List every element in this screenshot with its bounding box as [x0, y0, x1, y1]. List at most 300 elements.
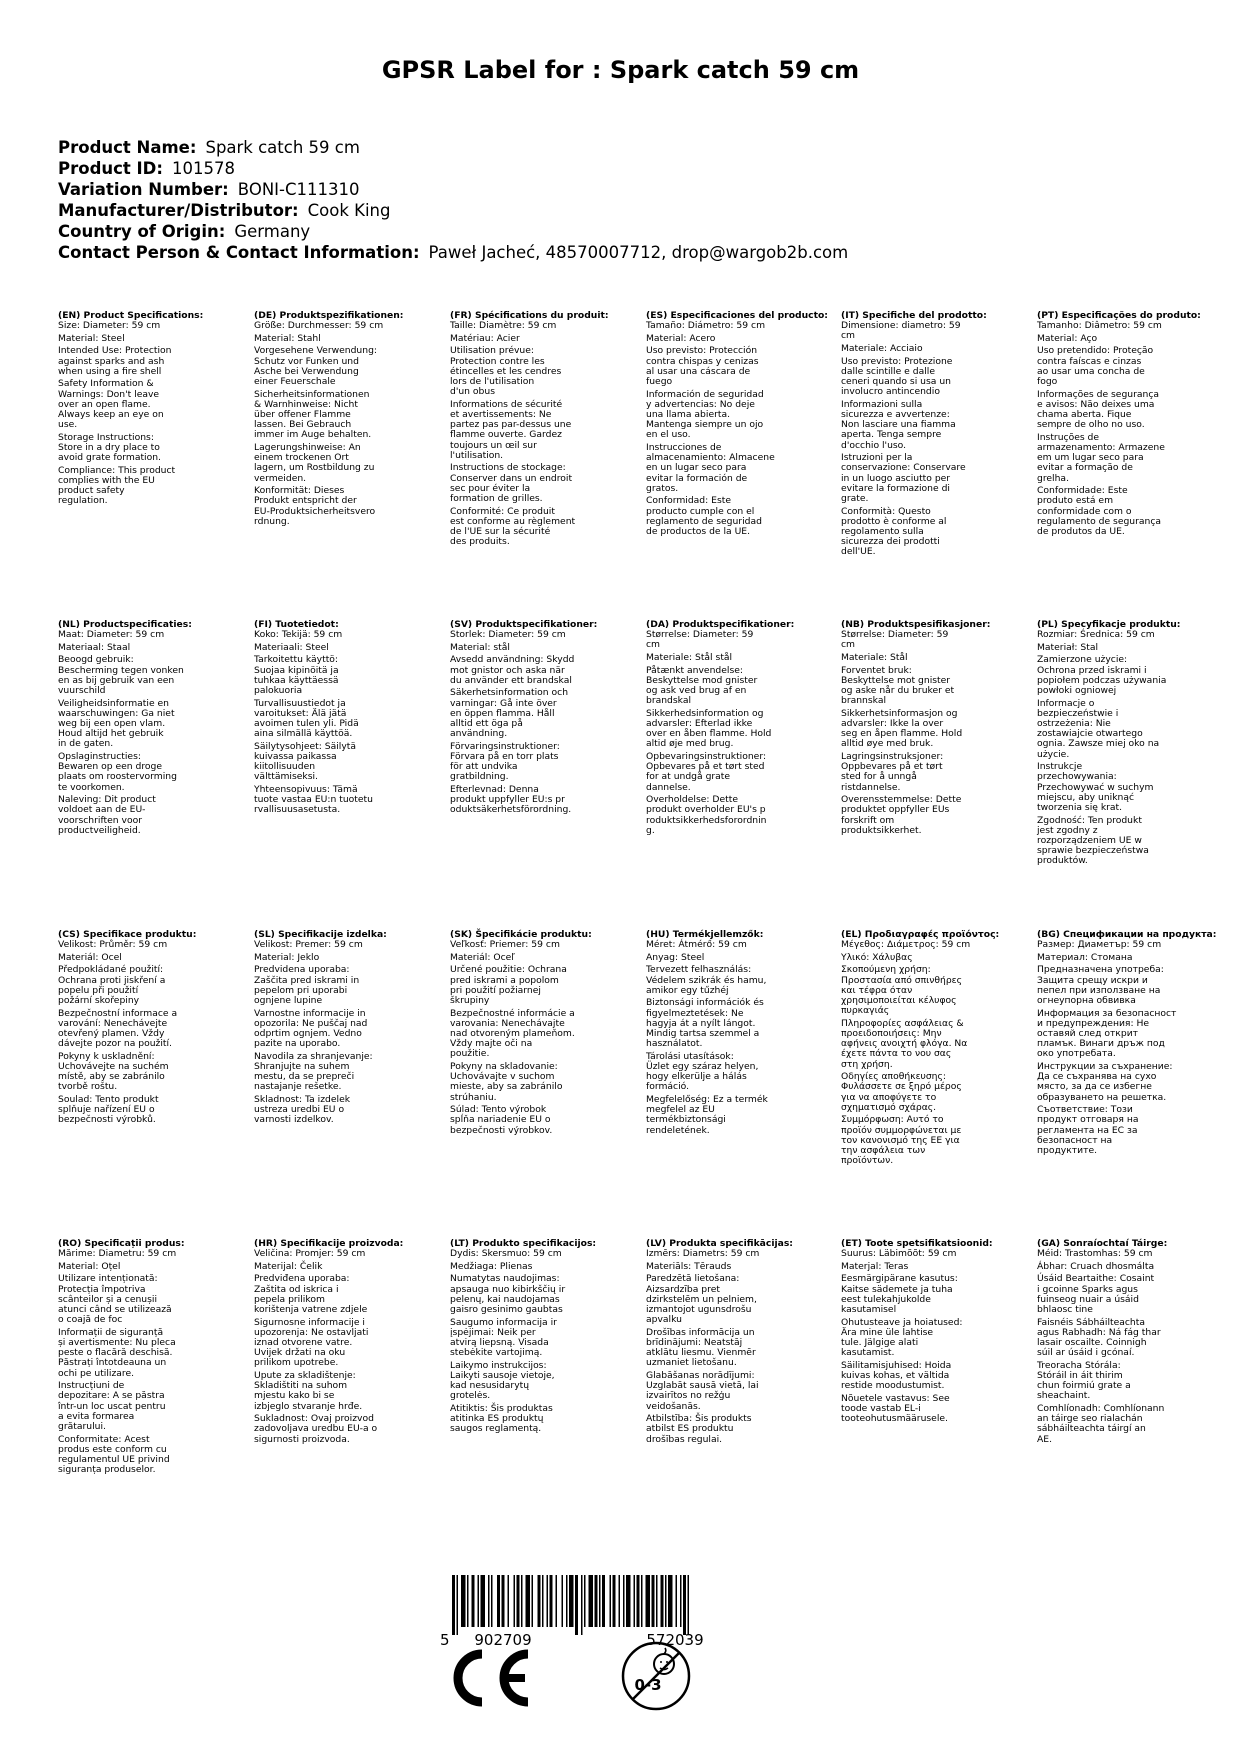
spec-line: atklātu liesmu. Vienmēr: [646, 1347, 756, 1359]
spec-line: produktsikkerhet.: [841, 824, 922, 836]
spec-paragraph: [254, 785, 448, 816]
barcode-bar: [575, 1575, 578, 1635]
spec-line: Istruzioni per la: [841, 452, 913, 464]
barcode-bar: [467, 1575, 469, 1627]
spec-line: Faisnéis Sábháilteachta: [1037, 1316, 1145, 1328]
spec-line: Veiligheidsinformatie en: [58, 697, 169, 709]
spec-line: apvalku: [646, 1314, 682, 1326]
spec-paragraph: [254, 321, 448, 331]
spec-paragraph: [254, 699, 448, 740]
spec-paragraph: [254, 1318, 448, 1369]
spec-paragraph: [58, 940, 252, 950]
spec-paragraph: [58, 1052, 252, 1093]
spec-paragraph: [841, 709, 1035, 750]
spec-line: Paredzētā lietošana:: [646, 1273, 740, 1285]
spec-line: sigurnosti proizvoda.: [254, 1433, 350, 1445]
spec-line: användning.: [450, 728, 508, 740]
spec-header: (CS) Specifikace produktu:: [58, 929, 197, 940]
spec-line: og aske når du bruker et: [841, 685, 955, 696]
spec-line: Bezpečnostné informácie a: [450, 1007, 575, 1019]
spec-line: involucro antincendio: [841, 386, 940, 398]
barcode-bar: [562, 1575, 564, 1627]
barcode-bar: [623, 1575, 625, 1627]
spec-line: Uchovávajte v suchom: [450, 1071, 555, 1083]
spec-block: [841, 930, 1035, 1169]
spec-line: образуването на решетка.: [1037, 1091, 1167, 1103]
spec-line: Overensstemmelse: Dette: [841, 794, 962, 806]
spec-paragraph: [450, 742, 644, 783]
spec-paragraph: [841, 1249, 1035, 1259]
barcode-bar: [656, 1575, 658, 1627]
info-row: [58, 242, 848, 263]
spec-line: ao usar uma concha de: [1037, 365, 1145, 377]
spec-line: lors de l'utilisation: [450, 376, 535, 387]
barcode-bar: [634, 1575, 636, 1627]
spec-line: ognia. Zawsze miej oko na: [1037, 738, 1160, 750]
spec-line: Warnings: Don't leave: [58, 388, 160, 400]
spec-line: an táirge seo rialachán: [1037, 1413, 1143, 1425]
spec-line: Informations de sécurité: [450, 398, 563, 410]
spec-line: τον κανονισμό της ΕΕ για: [841, 1134, 960, 1146]
spec-paragraph: [254, 1052, 448, 1093]
spec-block: [841, 311, 1035, 560]
spec-line: Veľkosť: Priemer: 59 cm: [450, 939, 560, 951]
barcode-bar: [538, 1575, 541, 1627]
spec-header: (DA) Produktspecifikationer:: [646, 619, 795, 630]
info-label: Product ID:: [58, 159, 163, 178]
spec-line: rdnung.: [254, 515, 290, 527]
barcode-bar: [599, 1575, 601, 1627]
spec-header: (PL) Specyfikacje produktu:: [1037, 619, 1181, 630]
spec-line: Materiál: Oceľ: [450, 951, 515, 963]
spec-line: Conserver dans un endroit: [450, 472, 573, 484]
spec-line: την ασφάλεια των: [841, 1145, 926, 1157]
spec-line: pri použití požiarnej: [450, 984, 541, 996]
spec-line: στη χρήση.: [841, 1058, 893, 1070]
barcode-bar: [665, 1575, 667, 1627]
spec-line: regolamento sulla: [841, 526, 924, 538]
spec-line: armazenamento: Armazene: [1037, 442, 1165, 453]
spec-line: atitinka ES produktų: [450, 1413, 544, 1425]
spec-line: drošības regulai.: [646, 1433, 723, 1445]
barcode-bar: [556, 1575, 558, 1627]
spec-line: dalle scintille e dalle: [841, 365, 935, 377]
spec-line: Houd altijd het gebruik: [58, 728, 164, 740]
spec-line: fuinseog nuair a úsáid: [1037, 1293, 1139, 1305]
spec-line: Materiaali: Steel: [254, 641, 329, 653]
spec-line: uzmaniet lietošanu.: [646, 1357, 737, 1369]
spec-paragraph: [646, 709, 840, 750]
spec-line: sheachaint.: [1037, 1390, 1091, 1402]
spec-line: Suojaa kipinöitä ja: [254, 664, 339, 676]
spec-line: Védelem szikrák és hamu,: [646, 974, 767, 986]
spec-line: Conformidade: Este: [1037, 485, 1128, 497]
spec-paragraph: [841, 1361, 1035, 1392]
spec-line: voorschriften voor: [58, 814, 142, 826]
spec-line: powłoki ogniowej: [1037, 685, 1117, 696]
spec-line: produs este conform cu: [58, 1443, 167, 1455]
spec-paragraph: [58, 699, 252, 750]
spec-line: mjestu kako bi se: [254, 1390, 335, 1402]
spec-line: Méret: Átmérő: 59 cm: [646, 939, 747, 951]
spec-paragraph: [254, 940, 448, 950]
spec-line: Atbilstība: Šis produkts: [646, 1413, 752, 1425]
spec-line: in de gaten.: [58, 738, 114, 750]
spec-paragraph: [450, 1404, 644, 1435]
spec-line: Προστασία από σπινθήρες: [841, 974, 963, 986]
spec-line: Compliance: This product: [58, 464, 176, 476]
spec-line: Bewaren op een droge: [58, 761, 163, 773]
spec-line: Stóráil in áit thirim: [1037, 1370, 1123, 1381]
spec-line: varovania: Nenechávajte: [450, 1017, 565, 1029]
spec-line: Säilitamisjuhised: Hoida: [841, 1359, 952, 1371]
spec-line: avoid grate formation.: [58, 452, 161, 464]
spec-line: bezpečnosti výrobků.: [58, 1114, 156, 1126]
spec-line: místě, aby se zabránilo: [58, 1071, 165, 1083]
spec-paragraph: [1037, 655, 1231, 696]
spec-line: evitare la formazione di: [841, 482, 950, 494]
spec-line: palokuoria: [254, 685, 303, 696]
spec-paragraph: [1037, 1249, 1231, 1259]
spec-line: de productos de la UE.: [646, 526, 751, 538]
spec-line: Velikost: Průměr: 59 cm: [58, 939, 168, 951]
spec-line: bezpečnosti výrobkov.: [450, 1124, 553, 1136]
spec-line: ustreza uredbi EU o: [254, 1104, 345, 1116]
spec-line: producto cumple con el: [646, 505, 755, 517]
spec-line: du använder ett brandskal: [450, 674, 572, 686]
spec-paragraph: [841, 666, 1035, 707]
spec-line: og ask ved brug af en: [646, 685, 747, 696]
spec-line: termékbiztonsági: [646, 1114, 726, 1126]
spec-line: Material: Steel: [58, 332, 125, 344]
spec-paragraph: [841, 453, 1035, 504]
spec-line: Conformité: Ce produit: [450, 505, 555, 517]
spec-line: Mindig tartsa szemmel a: [646, 1028, 760, 1039]
spec-line: Instrukcje: [1037, 761, 1083, 773]
spec-line: Opslaginstructies:: [58, 751, 141, 762]
spec-line: aina silmällä käyttöä.: [254, 728, 353, 740]
spec-line: χρησιμοποιείται κέλυφος: [841, 995, 957, 1006]
barcode-bar: [646, 1575, 651, 1627]
spec-line: Pokyny k uskladnění:: [58, 1050, 155, 1062]
spec-header: (DE) Produktspezifikationen:: [254, 310, 404, 321]
spec-line: Säilytysohjeet: Säilytä: [254, 740, 356, 752]
spec-line: saugos reglamentą.: [450, 1423, 542, 1435]
spec-paragraph: [1037, 1274, 1231, 1315]
spec-line: mestu, da se prepreči: [254, 1071, 355, 1083]
spec-line: kuivas kohas, et vältida: [841, 1370, 950, 1381]
spec-paragraph: [646, 1414, 840, 1445]
spec-line: otevřený plamen. Vždy: [58, 1028, 165, 1039]
age-label: 0-3: [634, 1676, 662, 1694]
info-row: [58, 158, 848, 179]
spec-paragraph: [450, 785, 644, 816]
spec-line: Uso previsto: Protección: [646, 345, 758, 357]
spec-line: Sigurnosne informacije i: [254, 1316, 365, 1328]
spec-line: użycie.: [1037, 748, 1070, 760]
spec-line: használatot.: [646, 1038, 703, 1050]
spec-line: Skladištiti na suhom: [254, 1380, 348, 1392]
spec-line: hogy elkerülje a hálás: [646, 1071, 747, 1083]
spec-line: Предназначена употреба:: [1037, 964, 1164, 976]
spec-line: over en åben flamme. Hold: [646, 728, 772, 740]
spec-line: depozitare: A se păstra: [58, 1390, 165, 1402]
spec-line: Storlek: Diameter: 59 cm: [450, 629, 566, 641]
spec-line: пепел при използване на: [1037, 984, 1161, 996]
spec-line: scânteilor și a cenușii: [58, 1293, 158, 1305]
spec-line: nastajanje rešetke.: [254, 1081, 342, 1093]
spec-header: (RO) Specificații produs:: [58, 1238, 185, 1249]
spec-line: Méid: Trastomhas: 59 cm: [1037, 1248, 1153, 1260]
spec-line: Sicherheitsinformationen: [254, 388, 370, 400]
spec-line: alltid øye med bruk.: [841, 738, 934, 750]
spec-line: miejscu, aby uniknąć: [1037, 791, 1135, 803]
spec-line: product safety: [58, 485, 125, 497]
spec-line: flamme ouverte. Gardez: [450, 429, 562, 441]
spec-line: tooteohutusmäärusele.: [841, 1413, 948, 1425]
spec-line: Utilisation prévue:: [450, 345, 534, 357]
spec-paragraph: [254, 1249, 448, 1259]
spec-line: Efterlevnad: Denna: [450, 784, 539, 795]
spec-line: de produtos da UE.: [1037, 526, 1125, 538]
spec-line: rvallisuusasetusta.: [254, 804, 341, 816]
spec-line: Bescherming tegen vonken: [58, 664, 184, 676]
spec-line: για να αποφύγετε το: [841, 1091, 937, 1103]
barcode-bar: [497, 1575, 500, 1627]
spec-line: Bezpečnostní informace a: [58, 1007, 178, 1019]
spec-paragraph: [1037, 1062, 1231, 1103]
spec-line: odprtim ognjem. Vedno: [254, 1028, 362, 1039]
spec-paragraph: [254, 630, 448, 640]
spec-line: sprawie bezpieczeństwa: [1037, 845, 1149, 857]
spec-line: Ochrona przed iskrami i: [1037, 664, 1147, 676]
spec-paragraph: [1037, 334, 1231, 344]
spec-paragraph: [58, 433, 252, 464]
spec-paragraph: [254, 1274, 448, 1315]
spec-paragraph: [1037, 321, 1231, 331]
spec-line: продукт отговаря на: [1037, 1114, 1139, 1126]
spec-line: Koko: Tekijä: 59 cm: [254, 629, 343, 641]
spec-line: cm: [646, 639, 661, 651]
spec-line: Beskyttelse mot gnister: [841, 674, 951, 686]
spec-line: izbjeglo stvaranje hrđe.: [254, 1400, 363, 1412]
spec-line: izvairītos no režģu: [646, 1390, 731, 1402]
spec-line: prilikom upotrebe.: [254, 1357, 339, 1369]
spec-line: προειδοποιήσεις: Μην: [841, 1028, 942, 1039]
spec-paragraph: [646, 998, 840, 1049]
spec-line: Schutz vor Funken und: [254, 355, 359, 367]
spec-paragraph: [450, 940, 644, 950]
spec-paragraph: [841, 752, 1035, 793]
spec-paragraph: [1037, 346, 1231, 387]
spec-line: Asche bei Verwendung: [254, 365, 359, 377]
spec-paragraph: [1037, 1318, 1231, 1359]
spec-line: και τέφρα όταν: [841, 984, 913, 996]
spec-line: súil ar úsáid i gcónaí.: [1037, 1347, 1135, 1359]
spec-line: use.: [58, 419, 78, 431]
spec-line: varoitukset: Älä jätä: [254, 707, 347, 719]
spec-line: toode vastab EL-i: [841, 1403, 921, 1414]
barcode-bar: [472, 1575, 475, 1627]
spec-line: Üzlet egy száraz helyen,: [646, 1061, 759, 1072]
spec-line: d'occhio l'uso.: [841, 439, 907, 451]
spec-line: Laikymo instrukcijos:: [450, 1359, 547, 1371]
spec-line: Størrelse: Diameter: 59: [841, 629, 949, 641]
spec-line: Materiāls: Tērauds: [646, 1260, 732, 1272]
spec-line: regulamentul UE privind: [58, 1454, 170, 1466]
spec-paragraph: [841, 1318, 1035, 1359]
spec-paragraph: [58, 1435, 252, 1476]
spec-line: kuivassa paikassa: [254, 751, 337, 762]
spec-line: Инструкции за съхранение:: [1037, 1061, 1173, 1072]
spec-paragraph: [646, 496, 840, 537]
spec-line: Maat: Diameter: 59 cm: [58, 629, 165, 641]
spec-header: (BG) Спецификации на продукта:: [1037, 929, 1217, 940]
spec-line: Opbevaringsinstruktioner:: [646, 751, 767, 762]
spec-line: Anyag: Steel: [646, 951, 705, 963]
spec-line: ceneri quando si usa un: [841, 376, 951, 387]
spec-paragraph: [841, 1019, 1035, 1070]
spec-line: d'un obus: [450, 386, 495, 398]
spec-line: sicurezza e avvertenze:: [841, 409, 950, 420]
spec-paragraph: [58, 1262, 252, 1272]
spec-line: oduktsäkerhetsförordning.: [450, 804, 572, 816]
spec-block: [254, 930, 448, 1128]
barcode-bar: [626, 1575, 631, 1627]
spec-paragraph: [646, 1249, 840, 1259]
spec-line: Určené použitie: Ochrana: [450, 964, 567, 976]
spec-line: productveiligheid.: [58, 824, 141, 836]
spec-paragraph: [841, 1262, 1035, 1272]
spec-line: Velikost: Premer: 59 cm: [254, 939, 363, 951]
spec-line: plaats om roostervorming: [58, 771, 177, 783]
spec-line: Eesmärgipärane kasutus:: [841, 1273, 958, 1285]
spec-paragraph: [646, 321, 840, 331]
spec-line: Mărime: Diametru: 59 cm: [58, 1248, 177, 1260]
spec-block: [450, 311, 644, 550]
info-label: Contact Person & Contact Information:: [58, 243, 420, 262]
spec-paragraph: [646, 953, 840, 963]
spec-line: chun foirmiú grate a: [1037, 1380, 1131, 1392]
spec-line: nad otvoreným plameňom.: [450, 1028, 575, 1039]
spec-line: ristdannelse.: [841, 781, 901, 793]
spec-paragraph: [841, 507, 1035, 558]
barcode-bar: [550, 1575, 553, 1627]
spec-line: Treoracha Stórála:: [1037, 1359, 1121, 1371]
spec-line: Tamaño: Diámetro: 59 cm: [646, 320, 766, 332]
spec-line: Medžiaga: Plienas: [450, 1260, 533, 1272]
spec-line: Material: Aço: [1037, 332, 1098, 344]
spec-paragraph: [1037, 762, 1231, 813]
spec-line: Материал: Стомана: [1037, 951, 1133, 963]
spec-line: evitar la formación de: [646, 472, 748, 484]
spec-header: (ES) Especificaciones del producto:: [646, 310, 828, 321]
spec-line: Instructions de stockage:: [450, 462, 566, 474]
spec-line: produktet oppfyller EUs: [841, 804, 950, 816]
spec-paragraph: [1037, 390, 1231, 431]
barcode-bar: [584, 1575, 586, 1627]
spec-block: [58, 620, 252, 838]
spec-line: Protecția împotriva: [58, 1283, 146, 1295]
spec-block: [254, 311, 448, 529]
spec-paragraph: [646, 752, 840, 793]
barcode-bar: [502, 1575, 505, 1627]
spec-paragraph: [646, 666, 840, 707]
spec-paragraph: [254, 1262, 448, 1272]
spec-paragraph: [254, 443, 448, 484]
spec-line: Navodila za shranjevanje:: [254, 1050, 373, 1062]
info-label: Variation Number:: [58, 180, 229, 199]
spec-line: požární skořepiny: [58, 995, 140, 1006]
spec-line: Sikkerhedsinformation og: [646, 707, 764, 719]
spec-line: a evita formarea: [58, 1410, 135, 1422]
info-row: [58, 137, 848, 158]
spec-line: contra chispas y cenizas: [646, 355, 759, 367]
spec-paragraph: [841, 357, 1035, 398]
spec-line: atunci când se utilizează: [58, 1304, 172, 1315]
spec-line: sábháilteachta táirgí an: [1037, 1423, 1146, 1435]
spec-line: produktów.: [1037, 855, 1088, 867]
spec-paragraph: [841, 795, 1035, 836]
spec-line: оставяй след открит: [1037, 1028, 1139, 1039]
spec-line: grelha.: [1037, 472, 1069, 484]
barcode-bar: [683, 1575, 686, 1635]
spec-line: sted for å unngå: [841, 771, 917, 783]
barcode-bar: [514, 1575, 516, 1627]
barcode-bar: [481, 1575, 486, 1627]
spec-block: [646, 620, 840, 838]
spec-line: Συμμόρφωση: Αυτό το: [841, 1114, 944, 1126]
barcode-bar: [461, 1575, 466, 1627]
barcode-bar: [491, 1575, 493, 1627]
spec-line: Informații de siguranță: [58, 1326, 164, 1338]
spec-paragraph: [450, 688, 644, 739]
spec-paragraph: [58, 752, 252, 793]
spec-line: Zgodność: Ten produkt: [1037, 814, 1142, 826]
spec-line: tule. Jälgige alati: [841, 1337, 919, 1348]
spec-line: Kaitse sädemete ja tuha: [841, 1283, 953, 1295]
info-value: Paweł Jacheć, 48570007712, drop@wargob2b.com: [428, 243, 849, 262]
info-label: Manufacturer/Distributor:: [58, 201, 299, 220]
spec-line: Dimensione: diametro: 59: [841, 320, 961, 332]
spec-line: έχετε πάντα το νου σας: [841, 1048, 952, 1060]
spec-line: figyelmeztetések: Ne: [646, 1007, 744, 1019]
spec-line: Materiale: Stål stål: [646, 652, 733, 663]
spec-line: pazite na uporabo.: [254, 1038, 341, 1050]
spec-line: iznad otvorene vatre.: [254, 1337, 353, 1348]
spec-line: Lagerungshinweise: An: [254, 442, 361, 453]
spec-paragraph: [254, 1371, 448, 1412]
spec-line: Uso previsto: Protezione: [841, 355, 953, 367]
spec-line: i gcoinne Sparks agus: [1037, 1283, 1138, 1295]
spec-header: (GA) Sonraíochtaí Táirge:: [1037, 1238, 1168, 1249]
spec-paragraph: [58, 795, 252, 836]
spec-line: око употребата.: [1037, 1048, 1116, 1060]
spec-line: brandskal: [646, 695, 692, 707]
spec-line: eest tulekahjukolde: [841, 1293, 931, 1305]
spec-line: Tamanho: Diâmetro: 59 cm: [1037, 320, 1162, 332]
spec-line: vuurschild: [58, 685, 106, 696]
page-title: GPSR Label for : Spark catch 59 cm: [381, 56, 860, 84]
spec-paragraph: [58, 1249, 252, 1259]
spec-paragraph: [841, 321, 1035, 341]
spec-paragraph: [450, 655, 644, 686]
spec-line: contra faíscas e cinzas: [1037, 355, 1142, 367]
spec-line: Material: stål: [450, 641, 510, 653]
spec-line: tuote vastaa EU:n tuotetu: [254, 794, 373, 806]
spec-line: pred iskrami a popolom: [450, 974, 559, 986]
spec-line: Instrucciones de: [646, 442, 722, 453]
